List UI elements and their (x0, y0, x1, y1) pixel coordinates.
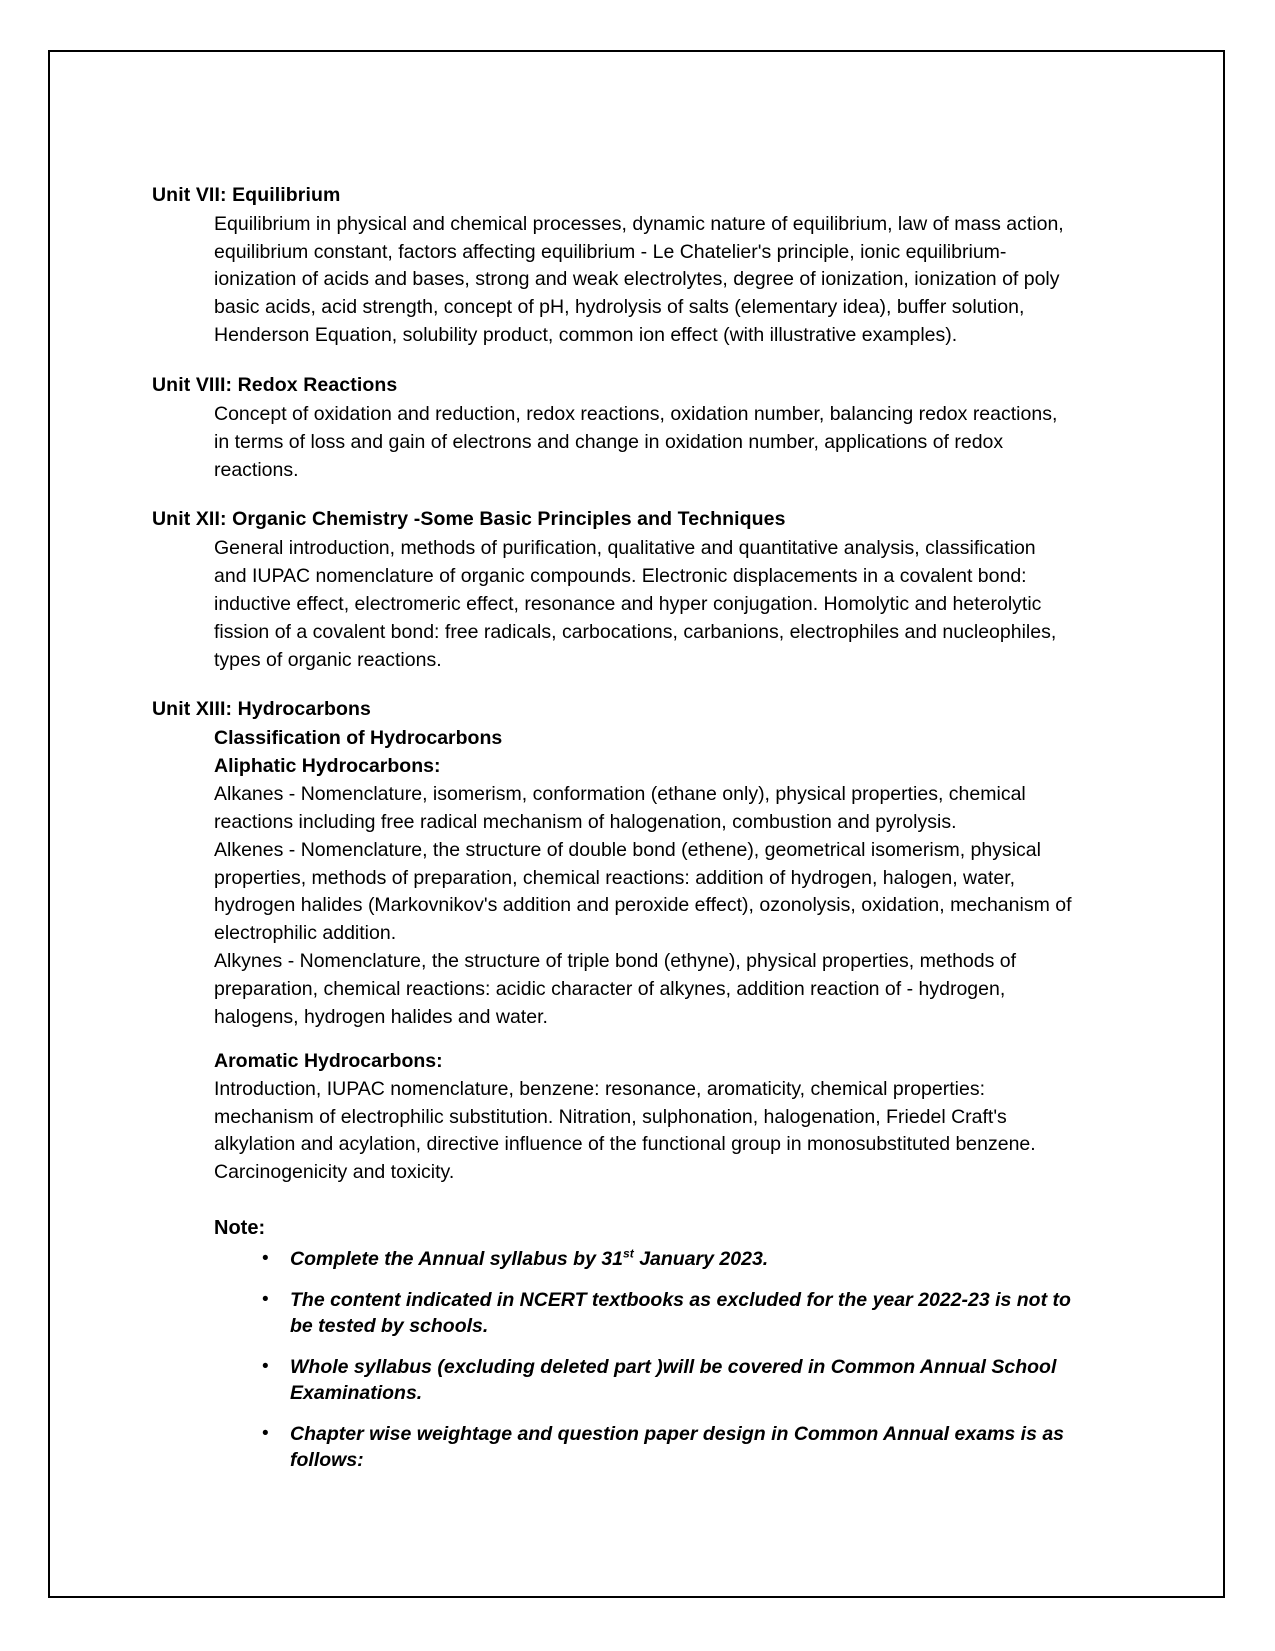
sub-heading-aromatic: Aromatic Hydrocarbons: (214, 1049, 443, 1072)
unit-heading: Unit VII: Equilibrium (152, 184, 341, 206)
paragraph-alkynes: Alkynes - Nomenclature, the structure of triple bond (ethyne), physical properties, methods of preparation, chemical reactions: acidic character of alkynes, addition reaction of - hydrogen, halogens, hydrogen halides and water. (214, 950, 1017, 1028)
unit-heading: Unit VIII: Redox Reactions (152, 374, 398, 397)
unit-body-aliphatic (214, 781, 1072, 1032)
unit-body-aromatic (214, 1076, 1072, 1188)
paragraph-aromatic: Introduction, IUPAC nomenclature, benzene: resonance, aromaticity, chemical properties: mechanism of electrophilic substitution. Nitration, sulphonation, halogenation, Friedel Craft's alkylation and acylation, directive influence of the functional group in monosubstituted benzene. Carcinogenicity and toxicity. (214, 1077, 1036, 1184)
paragraph: Equilibrium in physical and chemical processes, dynamic nature of equilibrium, law of mass action, equilibrium constant, factors affecting equilibrium - Le Chatelier's principle, ionic equilibrium- ionization of acids and bases, strong and weak electrolytes, degree of ionization, ionization of poly basic acids, acid strength, concept of pH, hydrolysis of salts (elementary idea), buffer solution, Henderson Equation, solubility product, common ion effect (with illustrative examples). (214, 212, 1064, 347)
unit-section-hydrocarbons (152, 696, 1072, 1187)
unit-body (214, 535, 1072, 674)
unit-section-redox-reactions (152, 372, 1072, 484)
list-item-text: Complete the Annual syllabus by 31 (290, 1248, 624, 1271)
list-item-text-post: January 2023. (633, 1248, 769, 1271)
sub-heading-classification: Classification of Hydrocarbons (214, 727, 503, 750)
list-item (214, 1287, 1072, 1340)
unit-body (214, 401, 1072, 485)
unit-heading: Unit XII: Organic Chemistry -Some Basic Principles and Techniques (152, 508, 786, 531)
list-item-text: The content indicated in NCERT textbooks as excluded for the year 2022-23 is not to be tested by schools. (290, 1288, 1071, 1338)
bullet-icon: • (262, 1355, 269, 1377)
bullet-icon: • (262, 1248, 269, 1270)
paragraph: Concept of oxidation and reduction, redox reactions, oxidation number, balancing redox reactions, in terms of loss and gain of electrons and change in oxidation number, applications of redox reactions. (214, 402, 1058, 481)
document-content (152, 182, 1072, 1488)
paragraph-alkenes: Alkenes - Nomenclature, the structure of double bond (ethene), geometrical isomerism, physical properties, methods of preparation, chemical reactions: addition of hydrogen, halogen, water, hydrogen halides (Markovnikov's addition and peroxide effect), ozonolysis, oxidation, mechanism of electrophilic addition. (214, 838, 1072, 945)
sub-heading-aliphatic: Aliphatic Hydrocarbons: (214, 755, 441, 777)
list-item (214, 1421, 1072, 1474)
unit-section-organic-chemistry (152, 506, 1072, 674)
list-item (214, 1354, 1072, 1407)
page-border (48, 50, 1225, 1598)
list-item-text: Chapter wise weightage and question paper design in Common Annual exams is as follows: (290, 1422, 1065, 1472)
bullet-icon: • (262, 1422, 269, 1444)
note-bullet-list (214, 1246, 1072, 1474)
list-item (214, 1246, 1072, 1273)
note-label: Note: (214, 1217, 266, 1240)
unit-heading: Unit XIII: Hydrocarbons (152, 698, 371, 721)
ordinal-suffix: st (623, 1246, 634, 1261)
paragraph-alkanes: Alkanes - Nomenclature, isomerism, conformation (ethane only), physical properties, chemical reactions including free radical mechanism of halogenation, combustion and pyrolysis. (214, 782, 1026, 833)
list-item-text: Whole syllabus (excluding deleted part )will be covered in Common Annual School Examinations. (290, 1355, 1057, 1405)
bullet-icon: • (262, 1288, 269, 1310)
note-section (214, 1217, 1072, 1474)
unit-body (214, 211, 1072, 350)
paragraph: General introduction, methods of purification, qualitative and quantitative analysis, classification and IUPAC nomenclature of organic compounds. Electronic displacements in a covalent bond: inductive effect, electromeric effect, resonance and hyper conjugation. Homolytic and heterolytic fission of a covalent bond: free radicals, carbocations, carbanions, electrophiles and nucleophiles, types of organic reactions. (214, 537, 1057, 671)
unit-section-equilibrium (152, 182, 1072, 350)
